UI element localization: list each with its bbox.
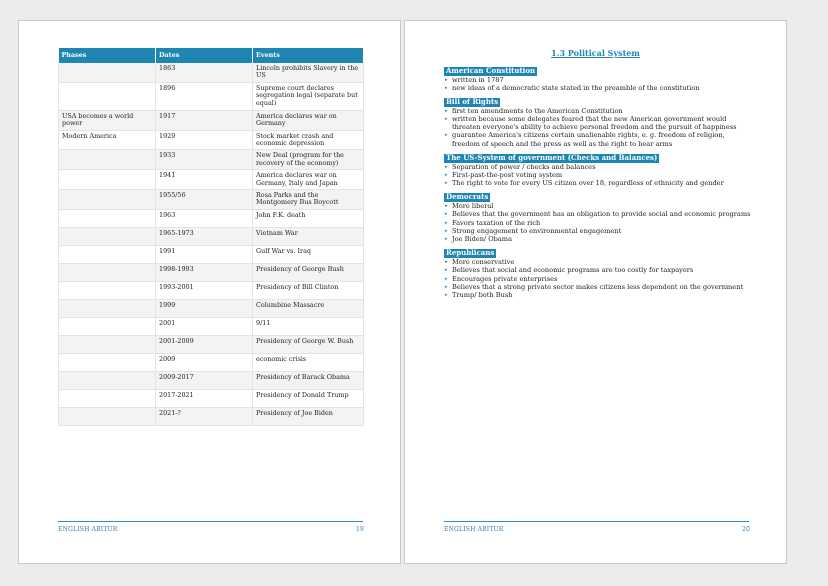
table-cell-event: Presidency of George W. Bush	[253, 335, 364, 353]
table-cell-event: Presidency of Joe Biden	[253, 407, 364, 425]
table-cell-phase: USA becomes a world power	[59, 110, 156, 130]
triangle-right-icon: ▸	[445, 132, 448, 139]
table-cell-phase	[59, 317, 156, 335]
triangle-right-icon: ▸	[445, 275, 448, 282]
list-item	[444, 210, 754, 218]
list-item	[444, 266, 754, 274]
table-row	[59, 150, 364, 170]
triangle-right-icon: ▸	[445, 227, 448, 234]
bullet-text: Believes that the government has an obligation to provide social and economic programs	[452, 210, 751, 219]
table-cell-event: Supreme court declares segregation legal (separate but equal)	[253, 82, 364, 110]
triangle-right-icon: ▸	[445, 267, 448, 274]
table-cell-event: Presidency of Donald Trump	[253, 389, 364, 407]
table-cell-date: 1929	[156, 130, 253, 150]
bullet-text: Believes that a strong private sector makes citizens less dependent on the government	[452, 282, 744, 291]
table-cell-event: Presidency of Bill Clinton	[253, 281, 364, 299]
triangle-right-icon: ▸	[445, 236, 448, 243]
footer-title: ENGLISH ABITUR	[58, 526, 118, 533]
table-cell-phase	[59, 371, 156, 389]
table-cell-date: 1955/56	[156, 190, 253, 210]
table-cell-phase	[59, 353, 156, 371]
table-cell-phase	[59, 245, 156, 263]
triangle-right-icon: ▸	[445, 115, 448, 122]
bullet-text: Joe Biden/ Obama	[452, 235, 512, 244]
table-row	[59, 110, 364, 130]
table-cell-event: Columbine Massacre	[253, 299, 364, 317]
triangle-right-icon: ▸	[445, 211, 448, 218]
section-title: American Constitution	[446, 66, 536, 75]
section-title: Republicans	[446, 248, 495, 258]
table-cell-event: John F.K. death	[253, 209, 364, 227]
bullet-text: first ten amendments to the American Constitution	[452, 106, 623, 115]
table-cell-phase: Modern America	[59, 130, 156, 150]
list-item	[444, 179, 754, 187]
table-row	[59, 335, 364, 353]
bullet-list	[444, 202, 754, 243]
table-cell-phase	[59, 209, 156, 227]
triangle-right-icon: ▸	[445, 171, 448, 178]
table-cell-date: 1933	[156, 150, 253, 170]
table-row	[59, 190, 364, 210]
table-cell-event: America declares war on Germany	[253, 110, 364, 130]
list-item	[444, 115, 754, 132]
table-cell-date: 1941	[156, 170, 253, 190]
table-cell-date: 1991	[156, 245, 253, 263]
list-item	[444, 84, 754, 92]
bullet-text: written in 1787	[452, 75, 504, 84]
bullet-text: Strong engagement to environmental engagement	[452, 226, 622, 235]
table-row	[59, 209, 364, 227]
table-cell-phase	[59, 227, 156, 245]
table-cell-event: Vietnam War	[253, 227, 364, 245]
bullet-text: guarantee America's citizens certain unalienable rights, e. g. freedom of religion, freedom of speech and the press as well as the right to bear arms	[452, 131, 725, 148]
list-item	[444, 235, 754, 243]
table-row	[59, 245, 364, 263]
history-timeline-table	[58, 48, 364, 426]
table-cell-phase	[59, 389, 156, 407]
table-cell-phase	[59, 299, 156, 317]
table-row	[59, 371, 364, 389]
table-cell-event: Presidency of Barack Obama	[253, 371, 364, 389]
table-cell-phase	[59, 82, 156, 110]
footer-divider	[444, 521, 749, 522]
list-item	[444, 283, 754, 291]
list-item	[444, 227, 754, 235]
list-item	[444, 275, 754, 283]
section	[444, 249, 754, 299]
table-cell-date: 2001	[156, 317, 253, 335]
table-cell-date: 1917	[156, 110, 253, 130]
list-item	[444, 76, 754, 84]
section-title: Bill of Rights	[446, 97, 499, 107]
bullet-text: The right to vote for every US citizen over 18, regardless of ethnicity and gender	[452, 179, 724, 188]
triangle-right-icon: ▸	[445, 258, 448, 265]
table-cell-date: 1993-2001	[156, 281, 253, 299]
list-item	[444, 258, 754, 266]
table-cell-event: America declares war on Germany, Italy and Japan	[253, 170, 364, 190]
table-row	[59, 170, 364, 190]
section	[444, 193, 754, 243]
table-cell-date: 2021-?	[156, 407, 253, 425]
document-page-right	[404, 20, 787, 564]
list-item	[444, 107, 754, 115]
table-row	[59, 63, 364, 82]
triangle-right-icon: ▸	[445, 163, 448, 170]
table-cell-event: New Deal (program for the recovery of the economy)	[253, 150, 364, 170]
table-row	[59, 130, 364, 150]
bullet-text: Trump/ both Bush	[452, 291, 513, 300]
bullet-text: Believes that social and economic programs are too costly for taxpayers	[452, 266, 694, 275]
triangle-right-icon: ▸	[445, 76, 448, 83]
table-cell-date: 1963	[156, 209, 253, 227]
table-header-phases: Phases	[59, 48, 156, 63]
table-cell-event: 9/11	[253, 317, 364, 335]
list-item	[444, 291, 754, 299]
table-header-dates: Dates	[156, 48, 253, 63]
table-cell-date: 1965-1973	[156, 227, 253, 245]
table-header-row	[59, 48, 364, 63]
table-cell-date: 1896	[156, 82, 253, 110]
table-header-events: Events	[253, 48, 364, 63]
bullet-text: More conservative	[452, 257, 515, 266]
bullet-text: Encourages private enterprises	[452, 274, 558, 283]
table-cell-event: Gulf War vs. Iraq	[253, 245, 364, 263]
bullet-text: new ideas of a democratic state stated in the preamble of the constitution	[452, 83, 700, 92]
bullet-text: Separation of power / checks and balances	[452, 162, 596, 171]
table-cell-event: Lincoln prohibits Slavery in the US	[253, 63, 364, 82]
table-cell-phase	[59, 170, 156, 190]
triangle-right-icon: ▸	[445, 292, 448, 299]
bullet-text: written because some delegates feared that the new American government would threaten everyone's ability to achieve personal freedom and the pursuit of happiness	[452, 114, 737, 132]
page-heading: 1.3 Political System	[551, 48, 640, 58]
triangle-right-icon: ▸	[445, 180, 448, 187]
bullet-list	[444, 163, 754, 188]
section	[444, 98, 754, 148]
bullet-list	[444, 258, 754, 299]
bullet-text: More liberal	[452, 201, 494, 210]
table-cell-phase	[59, 335, 156, 353]
document-page-left	[18, 20, 401, 564]
table-cell-event: economic crisis	[253, 353, 364, 371]
bullet-list	[444, 107, 754, 148]
list-item	[444, 219, 754, 227]
list-item	[444, 202, 754, 210]
table-cell-phase	[59, 263, 156, 281]
table-cell-date: 2017-2021	[156, 389, 253, 407]
table-cell-date: 2009-2017	[156, 371, 253, 389]
table-row	[59, 227, 364, 245]
list-item	[444, 131, 754, 148]
list-item	[444, 171, 754, 179]
table-cell-phase	[59, 190, 156, 210]
table-cell-date: 1999	[156, 299, 253, 317]
bullet-list	[444, 76, 754, 93]
section	[444, 67, 754, 92]
section-title: Democrats	[446, 192, 489, 202]
triangle-right-icon: ▸	[445, 107, 448, 114]
table-cell-phase	[59, 63, 156, 82]
table-cell-event: Stock market crash and economic depression	[253, 130, 364, 150]
table-cell-phase	[59, 407, 156, 425]
triangle-right-icon: ▸	[445, 84, 448, 91]
table-cell-date: 2009	[156, 353, 253, 371]
table-row	[59, 82, 364, 110]
table-cell-event: Presidency of George Bush	[253, 263, 364, 281]
page-number: 20	[741, 526, 750, 533]
table-cell-phase	[59, 150, 156, 170]
table-cell-event: Rosa Parks and the Montgomery Bus Boycott	[253, 190, 364, 210]
triangle-right-icon: ▸	[445, 202, 448, 209]
triangle-right-icon: ▸	[445, 283, 448, 290]
table-row	[59, 317, 364, 335]
section	[444, 154, 754, 187]
table-row	[59, 407, 364, 425]
table-row	[59, 263, 364, 281]
table-cell-date: 2001-2009	[156, 335, 253, 353]
page-number: 19	[355, 526, 364, 533]
table-cell-date: 1863	[156, 63, 253, 82]
footer-divider	[58, 521, 363, 522]
list-item	[444, 163, 754, 171]
table-row	[59, 281, 364, 299]
triangle-right-icon: ▸	[445, 219, 448, 226]
section-title: The US-System of government (Checks and Balances)	[446, 153, 658, 163]
bullet-text: Favors taxation of the rich	[452, 218, 541, 227]
sections-container	[444, 67, 754, 305]
table-row	[59, 389, 364, 407]
bullet-text: First-past-the-post voting system	[452, 170, 563, 179]
footer-title: ENGLISH ABITUR	[444, 526, 504, 533]
table-row	[59, 299, 364, 317]
table-row	[59, 353, 364, 371]
table-cell-date: 1998-1993	[156, 263, 253, 281]
table-cell-phase	[59, 281, 156, 299]
